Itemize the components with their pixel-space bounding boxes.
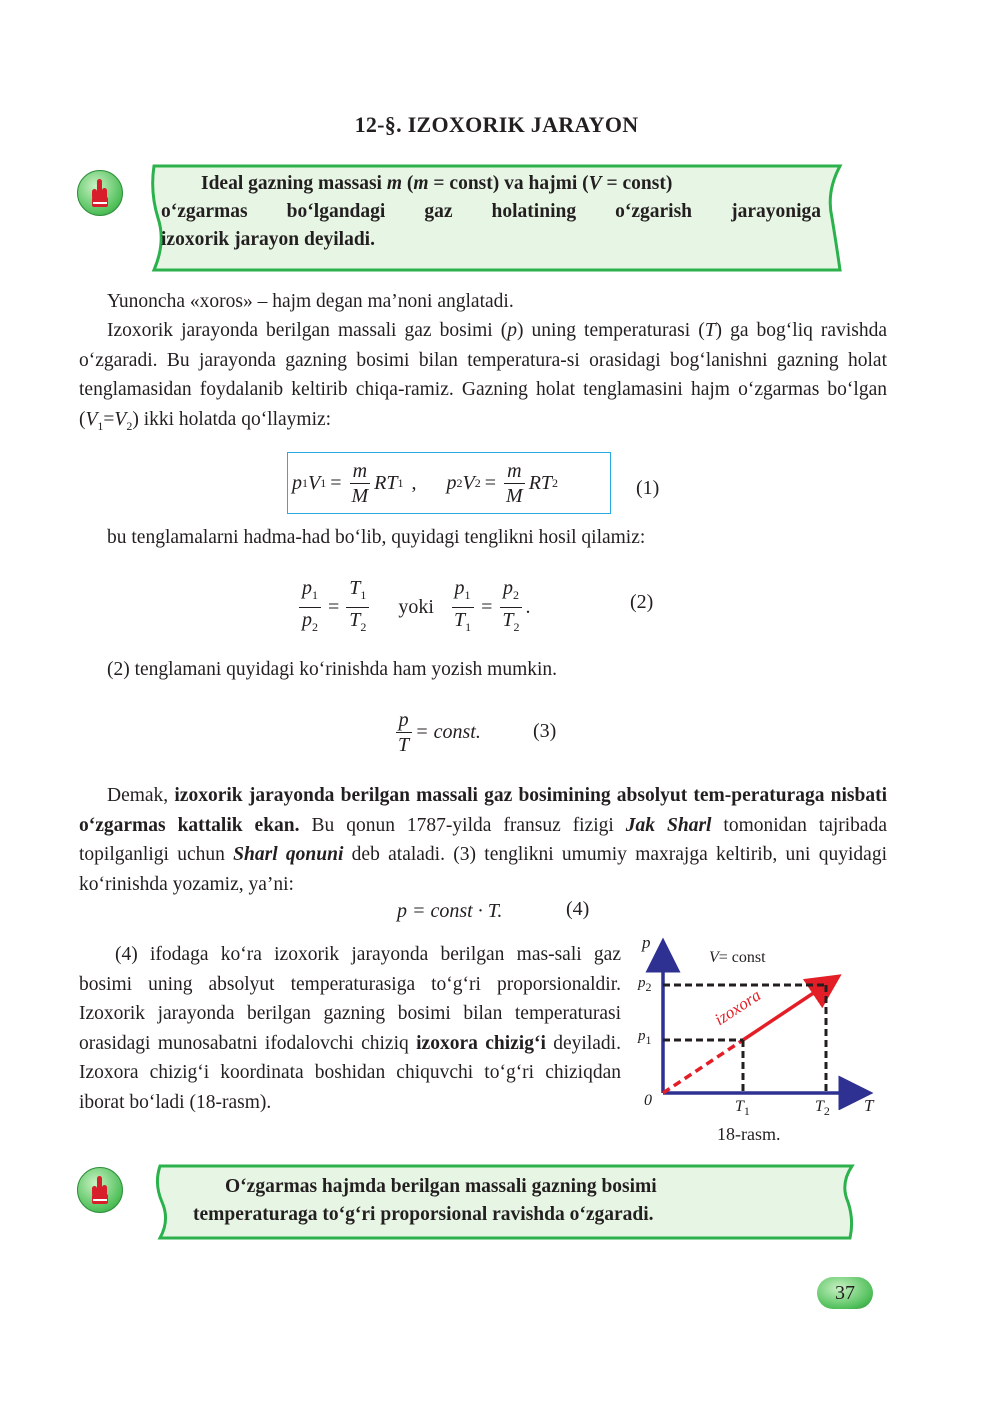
- p1-label: $p_1$: [638, 1028, 652, 1047]
- origin-label: 0: [644, 1092, 652, 1109]
- page-number: 37: [817, 1277, 873, 1309]
- volume-const-label: V= const: [709, 949, 766, 966]
- x-axis-label: T: [864, 1096, 874, 1115]
- paragraph-charles-law: Demak, izoxorik jarayonda berilgan massali gaz bosimining absolyut tem-peraturaga nisbati o‘zgarmas kattalik ekan. Bu qonun 1787-yilda fransuz fizigi Jak Sharl tomonidan tajribada topilganligi uchun Sharl qonuni deb ataladi. (3) tenglikni umumiy maxrajga keltirib, uni quyidagi ko‘rinishda yozamiz, ya’ni:: [79, 785, 888, 895]
- paragraph-etymology: Yunoncha «xoros» – hajm degan ma’noni anglatadi.: [107, 291, 514, 312]
- law-callout-text: O‘zgarmas hajmda berilgan massali gazning bosimi temperaturaga to‘g‘ri proporsional ravishda o‘zgaradi.: [193, 1176, 657, 1225]
- paragraph-intro: Izoxorik jarayonda berilgan massali gaz bosimi (p) uning temperaturasi (T) ga bog‘liq ravishda o‘zgaradi. Bu jarayonda gazning bosimi bilan temperatura-si orasidagi bog‘lanishni gazning holat tenglamasidan foydalanib keltirib chiqa-ramiz. Gazning holat tenglamasini hajm o‘zgarmas bo‘lgan $(V_1=V_2)$ ikki holatda qo‘llaymiz:: [79, 320, 887, 433]
- section-title: 12-§. IZOXORIK JARAYON: [354, 112, 639, 137]
- y-axis-label: p: [642, 933, 651, 952]
- equation-2-number: (2): [630, 591, 654, 613]
- paragraph-divide: bu tenglamalarni hadma-had bo‘lib, quyidagi tenglikni hosil qilamiz:: [107, 527, 646, 548]
- isochore-label: izoxora: [711, 985, 765, 1030]
- pointing-hand-icon: [77, 1167, 123, 1213]
- isochore-dashed-segment: [663, 1040, 743, 1093]
- pointing-hand-icon: [77, 170, 123, 216]
- equation-1: p 1 V 1 = $\frac{m}{M}$ R T 1 , p 2 V 2 = $\frac{m}{M}$ R T 2: [292, 459, 559, 507]
- equation-3-number: (3): [533, 720, 557, 742]
- paragraph-isochore-line: (4) ifodaga ko‘ra izoxorik jarayonda berilgan mas-sali gaz bosimi uning absolyut temperaturasiga to‘g‘ri proporsionaldir. Izoxorik jarayonda berilgan gazning bosimi bilan temperaturasi orasidagi munosabatni ifodalovchi chiziq izoxora chizig‘i deyiladi. Izoxora chizig‘i koordinata boshidan chiquvchi to‘g‘ri chiziqdan iborat bo‘ladi (18-rasm).: [79, 944, 621, 1113]
- t2-label: $T_2$: [815, 1098, 830, 1119]
- p2-label: $p_2$: [638, 975, 652, 994]
- figure-caption: 18-rasm.: [717, 1124, 781, 1144]
- equation-1-number: (1): [636, 477, 660, 499]
- equation-2: $\frac{p_1}{p_2}$ = $\frac{T_1}{T_2}$ yoki $\frac{p_1}{T_1}$ = $\frac{p_2}{T_2}$ .: [296, 572, 531, 642]
- paragraph-rewrite: (2) tenglamani quyidagi ko‘rinishda ham yozish mumkin.: [107, 659, 558, 680]
- definition-callout-text: Ideal gazning massasi m (m = const) va hajmi (V = const) o‘zgarmas bo‘lgandagi gaz holatining o‘zgarish jarayoniga izoxorik jarayon deyiladi.: [161, 173, 821, 250]
- t1-label: $T_1$: [735, 1098, 750, 1119]
- equation-3: $\frac{p}{T}$ = const.: [392, 702, 481, 762]
- equation-4: p = const · T.: [397, 900, 503, 922]
- equation-4-number: (4): [566, 898, 590, 920]
